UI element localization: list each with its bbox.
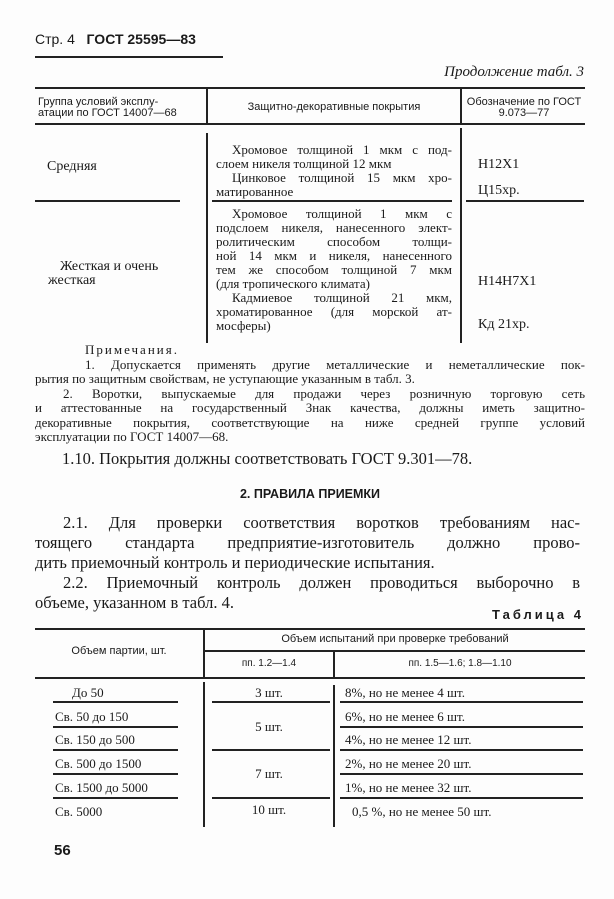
notes: Примечания. 1. Допускается применять другие металлические и неметаллические пок- рытия по защитным свойствам, не уступающие указанным в табл. 3. 2. Воротки, выпускаемые для продажи через розничную торговую сеть и аттестованные на государственный Знак качества, должны иметь защитно- декоративные покрытия, соответствующие на ниже средней группе условий эксплуатации по ГОСТ 14007—68. <box>35 342 585 444</box>
paragraph-2-2: 2.2. Приемочный контроль должен проводиться выборочно в объеме, указанном в табл. 4. <box>35 573 580 612</box>
header-rule <box>35 56 223 58</box>
column-header-a: пп. 1.2—1.4 <box>241 658 297 669</box>
divider <box>340 773 583 775</box>
divider <box>53 726 178 728</box>
lot-cell: Св. 1500 до 5000 <box>55 780 148 795</box>
divider <box>212 749 330 751</box>
column-header-designation: Обозначение по ГОСТ 9.073—77 <box>466 96 582 119</box>
lot-cell: Св. 150 до 500 <box>55 732 135 747</box>
percent-cell: 1%, но не менее 32 шт. <box>345 780 472 795</box>
page-label: Стр. 4 <box>35 31 75 47</box>
row-code: Кд 21хр. <box>478 317 530 332</box>
lot-cell: До 50 <box>72 685 104 700</box>
page-header <box>35 31 196 47</box>
table3-continuation: Продолжение табл. 3 <box>444 64 584 80</box>
divider <box>35 87 585 89</box>
row-coatings: Хромовое толщиной 1 мкм с под- слоем никеля толщиной 12 мкм Цинковое толщиной 15 мкм хро- матированное <box>216 142 452 199</box>
divider <box>53 797 178 799</box>
column-header-tests: Объем испытаний при проверке требований <box>281 633 509 645</box>
row-code: Ц15хр. <box>478 183 520 198</box>
divider <box>340 797 583 799</box>
column-header-b: пп. 1.5—1.6; 1.8—1.10 <box>408 658 512 669</box>
divider <box>460 128 462 343</box>
divider <box>340 701 583 703</box>
sample-cell: 5 шт. <box>255 719 283 734</box>
row-group: Средняя <box>47 159 97 174</box>
row-group: Жесткая и очень жесткая <box>48 259 159 288</box>
column-header-lot: Объем партии, шт. <box>71 645 167 657</box>
percent-cell: 2%, но не менее 20 шт. <box>345 756 472 771</box>
divider <box>35 200 180 202</box>
divider <box>205 650 585 652</box>
divider <box>53 749 178 751</box>
percent-cell: 6%, но не менее 6 шт. <box>345 709 465 724</box>
row-code: Н12Х1 <box>478 157 520 172</box>
sample-cell: 7 шт. <box>255 766 283 781</box>
row-coatings: Хромовое толщиной 1 мкм с подслоем никеля, нанесенного элект- ролитическим способом толщи- ной 14 мкм и никеля, нанесенного тем же способом толщиной 7 мкм (для тропического климата) Кадмиевое толщиной 21 мкм, хроматированное (для морской ат- мосферы) <box>216 206 452 333</box>
divider <box>212 200 452 202</box>
column-header-coatings: Защитно-декоративные покрытия <box>247 101 421 113</box>
table4-caption: Таблица 4 <box>491 607 584 622</box>
paragraph-2-1: 2.1. Для проверки соответствия воротков требованиям нас- тоящего стандарта предприятие-изготовитель должно прово- дить приемочный контроль и периодические испытания. <box>35 513 580 572</box>
sample-cell: 3 шт. <box>255 685 283 700</box>
percent-cell: 8%, но не менее 4 шт. <box>345 685 465 700</box>
divider <box>212 701 330 703</box>
divider <box>53 701 178 703</box>
percent-cell: 0,5 %, но не менее 50 шт. <box>352 804 492 819</box>
divider <box>35 677 585 679</box>
percent-cell: 4%, но не менее 12 шт. <box>345 732 472 747</box>
lot-cell: Св. 500 до 1500 <box>55 756 142 771</box>
divider <box>206 133 208 343</box>
paragraph-1-10: 1.10. Покрытия должны соответствовать ГОСТ 9.301—78. <box>62 449 473 468</box>
divider <box>340 726 583 728</box>
row-code: Н14Н7Х1 <box>478 274 537 289</box>
column-header-group: Группа условий эксплу- атации по ГОСТ 14007—68 <box>38 96 177 119</box>
divider <box>212 797 330 799</box>
standard-number: ГОСТ 25595—83 <box>86 31 196 47</box>
divider <box>53 773 178 775</box>
lot-cell: Св. 5000 <box>55 804 103 819</box>
lot-cell: Св. 50 до 150 <box>55 709 129 724</box>
divider <box>340 749 583 751</box>
section-title: 2. ПРАВИЛА ПРИЕМКИ <box>239 487 381 501</box>
sample-cell: 10 шт. <box>251 802 287 817</box>
divider <box>466 200 584 202</box>
divider <box>35 123 585 125</box>
divider <box>35 628 585 630</box>
page-number: 56 <box>54 842 71 859</box>
divider <box>333 685 335 827</box>
